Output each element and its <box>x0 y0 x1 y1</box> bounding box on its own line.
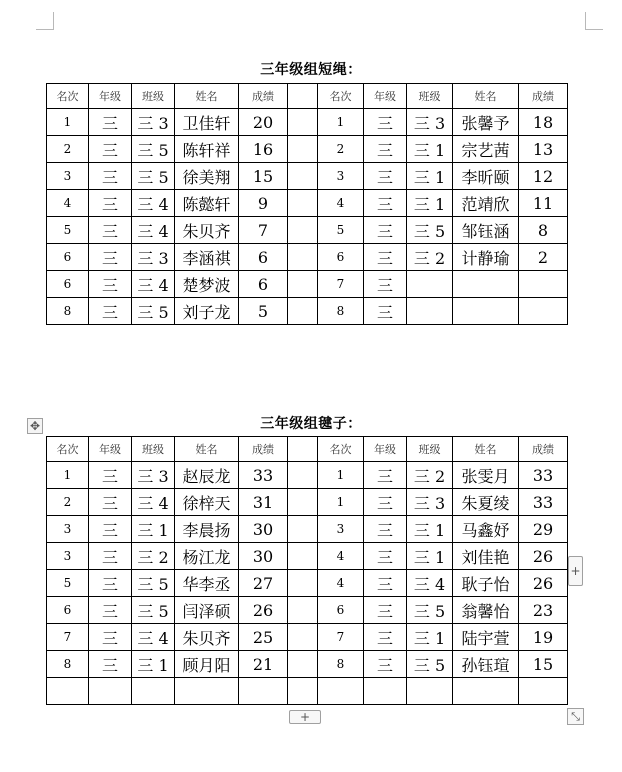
left-score-cell: 21 <box>239 651 288 678</box>
spacer-cell <box>288 570 318 597</box>
left-name-cell: 顾月阳 <box>175 651 239 678</box>
left-rank-cell <box>47 678 89 705</box>
spacer-cell <box>288 84 318 109</box>
table-header-row <box>47 437 568 462</box>
right-score-cell: 8 <box>519 217 568 244</box>
right-grade-cell: 三 <box>364 651 407 678</box>
left-class-cell: 三 2 <box>132 543 175 570</box>
right-score-cell: 33 <box>519 489 568 516</box>
right-rank-cell: 3 <box>318 163 364 190</box>
spacer-cell <box>288 543 318 570</box>
right-grade-cell: 三 <box>364 570 407 597</box>
spacer-cell <box>288 136 318 163</box>
table-row <box>47 624 568 651</box>
header-class: 班级 <box>132 84 175 109</box>
right-class-cell: 三 5 <box>407 217 453 244</box>
right-name-cell: 翁馨怡 <box>453 597 519 624</box>
left-score-cell: 33 <box>239 462 288 489</box>
right-rank-cell: 5 <box>318 217 364 244</box>
shuttlecock-results-table <box>46 436 568 705</box>
table-row <box>47 244 568 271</box>
left-name-cell <box>175 678 239 705</box>
table-row <box>47 597 568 624</box>
header-rank: 名次 <box>47 437 89 462</box>
left-name-cell: 楚梦波 <box>175 271 239 298</box>
header-name: 姓名 <box>453 84 519 109</box>
right-name-cell: 耿子怡 <box>453 570 519 597</box>
spacer-cell <box>288 489 318 516</box>
right-name-cell: 朱夏绫 <box>453 489 519 516</box>
table-row <box>47 136 568 163</box>
table-row <box>47 651 568 678</box>
left-grade-cell: 三 <box>89 217 132 244</box>
left-score-cell: 7 <box>239 217 288 244</box>
right-class-cell: 三 2 <box>407 462 453 489</box>
left-grade-cell: 三 <box>89 190 132 217</box>
left-name-cell: 徐梓天 <box>175 489 239 516</box>
header-class: 班级 <box>407 437 453 462</box>
right-rank-cell: 7 <box>318 271 364 298</box>
left-class-cell: 三 5 <box>132 570 175 597</box>
left-grade-cell: 三 <box>89 489 132 516</box>
spacer-cell <box>288 651 318 678</box>
right-grade-cell: 三 <box>364 597 407 624</box>
add-column-button[interactable]: + <box>568 556 583 586</box>
left-grade-cell: 三 <box>89 136 132 163</box>
right-grade-cell: 三 <box>364 489 407 516</box>
left-name-cell: 赵辰龙 <box>175 462 239 489</box>
left-class-cell: 三 4 <box>132 624 175 651</box>
left-rank-cell: 6 <box>47 271 89 298</box>
left-grade-cell: 三 <box>89 298 132 325</box>
table-row <box>47 298 568 325</box>
left-name-cell: 李涵祺 <box>175 244 239 271</box>
right-class-cell: 三 1 <box>407 163 453 190</box>
page-corner-mark-top-left <box>36 12 54 30</box>
right-rank-cell <box>318 678 364 705</box>
spacer-cell <box>288 244 318 271</box>
spacer-cell <box>288 163 318 190</box>
left-score-cell: 26 <box>239 597 288 624</box>
left-class-cell: 三 1 <box>132 651 175 678</box>
left-name-cell: 徐美翔 <box>175 163 239 190</box>
table-move-handle-icon[interactable]: ✥ <box>27 418 43 434</box>
table-row <box>47 109 568 136</box>
right-rank-cell: 1 <box>318 489 364 516</box>
right-rank-cell: 3 <box>318 516 364 543</box>
right-rank-cell: 4 <box>318 543 364 570</box>
right-rank-cell: 8 <box>318 298 364 325</box>
rope-table-title: 三年级组短绳： <box>260 62 362 78</box>
table-row <box>47 163 568 190</box>
right-class-cell: 三 2 <box>407 244 453 271</box>
header-grade: 年级 <box>364 437 407 462</box>
table-row <box>47 190 568 217</box>
left-score-cell: 31 <box>239 489 288 516</box>
right-name-cell: 宗艺茜 <box>453 136 519 163</box>
right-score-cell <box>519 298 568 325</box>
table-resize-handle-icon[interactable]: ⤡ <box>567 708 584 725</box>
add-row-button[interactable]: + <box>289 710 321 724</box>
right-rank-cell: 6 <box>318 244 364 271</box>
left-class-cell: 三 4 <box>132 489 175 516</box>
left-grade-cell <box>89 678 132 705</box>
right-score-cell: 26 <box>519 543 568 570</box>
spacer-cell <box>288 271 318 298</box>
right-grade-cell: 三 <box>364 624 407 651</box>
right-name-cell: 邹钰涵 <box>453 217 519 244</box>
table-row <box>47 570 568 597</box>
right-grade-cell: 三 <box>364 163 407 190</box>
left-rank-cell: 2 <box>47 136 89 163</box>
page-corner-mark-top-right <box>585 12 603 30</box>
right-class-cell: 三 1 <box>407 624 453 651</box>
left-class-cell: 三 4 <box>132 217 175 244</box>
right-score-cell: 12 <box>519 163 568 190</box>
right-grade-cell: 三 <box>364 190 407 217</box>
left-rank-cell: 6 <box>47 597 89 624</box>
left-grade-cell: 三 <box>89 624 132 651</box>
right-rank-cell: 4 <box>318 190 364 217</box>
left-rank-cell: 4 <box>47 190 89 217</box>
left-grade-cell: 三 <box>89 462 132 489</box>
right-class-cell: 三 3 <box>407 489 453 516</box>
header-score: 成绩 <box>239 84 288 109</box>
right-score-cell: 15 <box>519 651 568 678</box>
left-grade-cell: 三 <box>89 244 132 271</box>
left-rank-cell: 7 <box>47 624 89 651</box>
rope-results-table <box>46 83 568 325</box>
left-rank-cell: 3 <box>47 543 89 570</box>
table-row <box>47 217 568 244</box>
right-score-cell: 23 <box>519 597 568 624</box>
left-name-cell: 李晨扬 <box>175 516 239 543</box>
right-grade-cell: 三 <box>364 217 407 244</box>
left-class-cell: 三 5 <box>132 298 175 325</box>
spacer-cell <box>288 624 318 651</box>
left-class-cell: 三 5 <box>132 597 175 624</box>
right-grade-cell <box>364 678 407 705</box>
right-class-cell: 三 1 <box>407 543 453 570</box>
left-name-cell: 朱贝齐 <box>175 624 239 651</box>
left-name-cell: 陈懿轩 <box>175 190 239 217</box>
header-rank: 名次 <box>47 84 89 109</box>
left-score-cell: 15 <box>239 163 288 190</box>
header-score: 成绩 <box>519 437 568 462</box>
left-score-cell: 6 <box>239 244 288 271</box>
right-rank-cell: 6 <box>318 597 364 624</box>
header-rank: 名次 <box>318 84 364 109</box>
left-grade-cell: 三 <box>89 163 132 190</box>
left-rank-cell: 1 <box>47 462 89 489</box>
right-score-cell: 11 <box>519 190 568 217</box>
left-rank-cell: 8 <box>47 651 89 678</box>
right-grade-cell: 三 <box>364 298 407 325</box>
left-rank-cell: 3 <box>47 516 89 543</box>
right-grade-cell: 三 <box>364 462 407 489</box>
right-class-cell <box>407 271 453 298</box>
left-rank-cell: 1 <box>47 109 89 136</box>
right-name-cell: 张馨予 <box>453 109 519 136</box>
left-grade-cell: 三 <box>89 651 132 678</box>
right-score-cell: 26 <box>519 570 568 597</box>
right-name-cell: 张雯月 <box>453 462 519 489</box>
header-class: 班级 <box>407 84 453 109</box>
right-grade-cell: 三 <box>364 244 407 271</box>
right-class-cell <box>407 678 453 705</box>
right-rank-cell: 4 <box>318 570 364 597</box>
header-grade: 年级 <box>89 84 132 109</box>
left-score-cell <box>239 678 288 705</box>
right-class-cell: 三 5 <box>407 651 453 678</box>
right-score-cell: 2 <box>519 244 568 271</box>
left-rank-cell: 2 <box>47 489 89 516</box>
header-name: 姓名 <box>453 437 519 462</box>
left-grade-cell: 三 <box>89 597 132 624</box>
right-class-cell: 三 1 <box>407 136 453 163</box>
header-grade: 年级 <box>89 437 132 462</box>
right-name-cell <box>453 271 519 298</box>
left-class-cell: 三 3 <box>132 244 175 271</box>
left-name-cell: 卫佳轩 <box>175 109 239 136</box>
left-score-cell: 30 <box>239 543 288 570</box>
left-grade-cell: 三 <box>89 570 132 597</box>
left-class-cell: 三 3 <box>132 109 175 136</box>
left-score-cell: 16 <box>239 136 288 163</box>
right-name-cell: 李昕颐 <box>453 163 519 190</box>
left-rank-cell: 8 <box>47 298 89 325</box>
header-name: 姓名 <box>175 84 239 109</box>
right-rank-cell: 2 <box>318 136 364 163</box>
right-class-cell <box>407 298 453 325</box>
left-class-cell <box>132 678 175 705</box>
header-class: 班级 <box>132 437 175 462</box>
shuttlecock-table-title: 三年级组毽子： <box>260 416 362 432</box>
right-grade-cell: 三 <box>364 136 407 163</box>
header-rank: 名次 <box>318 437 364 462</box>
left-name-cell: 陈轩祥 <box>175 136 239 163</box>
right-class-cell: 三 1 <box>407 516 453 543</box>
left-score-cell: 6 <box>239 271 288 298</box>
left-class-cell: 三 5 <box>132 163 175 190</box>
left-class-cell: 三 1 <box>132 516 175 543</box>
left-score-cell: 5 <box>239 298 288 325</box>
right-score-cell: 33 <box>519 462 568 489</box>
left-grade-cell: 三 <box>89 516 132 543</box>
table-row <box>47 489 568 516</box>
table-row <box>47 543 568 570</box>
left-class-cell: 三 4 <box>132 190 175 217</box>
right-name-cell: 马鑫妤 <box>453 516 519 543</box>
header-grade: 年级 <box>364 84 407 109</box>
spacer-cell <box>288 217 318 244</box>
table-row <box>47 678 568 705</box>
right-score-cell <box>519 271 568 298</box>
header-score: 成绩 <box>239 437 288 462</box>
right-rank-cell: 7 <box>318 624 364 651</box>
right-name-cell: 刘佳艳 <box>453 543 519 570</box>
left-rank-cell: 6 <box>47 244 89 271</box>
left-grade-cell: 三 <box>89 543 132 570</box>
right-class-cell: 三 3 <box>407 109 453 136</box>
spacer-cell <box>288 298 318 325</box>
right-grade-cell: 三 <box>364 109 407 136</box>
header-score: 成绩 <box>519 84 568 109</box>
left-score-cell: 30 <box>239 516 288 543</box>
left-score-cell: 27 <box>239 570 288 597</box>
table-row <box>47 516 568 543</box>
table-row <box>47 462 568 489</box>
left-score-cell: 9 <box>239 190 288 217</box>
right-name-cell: 范靖欣 <box>453 190 519 217</box>
left-rank-cell: 5 <box>47 570 89 597</box>
spacer-cell <box>288 516 318 543</box>
right-grade-cell: 三 <box>364 271 407 298</box>
spacer-cell <box>288 437 318 462</box>
left-name-cell: 朱贝齐 <box>175 217 239 244</box>
right-class-cell: 三 4 <box>407 570 453 597</box>
right-rank-cell: 8 <box>318 651 364 678</box>
left-score-cell: 20 <box>239 109 288 136</box>
spacer-cell <box>288 190 318 217</box>
right-class-cell: 三 1 <box>407 190 453 217</box>
right-score-cell: 19 <box>519 624 568 651</box>
right-score-cell: 29 <box>519 516 568 543</box>
spacer-cell <box>288 597 318 624</box>
left-class-cell: 三 3 <box>132 462 175 489</box>
right-grade-cell: 三 <box>364 543 407 570</box>
left-class-cell: 三 5 <box>132 136 175 163</box>
left-name-cell: 闫泽硕 <box>175 597 239 624</box>
right-name-cell: 孙钰瑄 <box>453 651 519 678</box>
left-name-cell: 刘子龙 <box>175 298 239 325</box>
right-rank-cell: 1 <box>318 109 364 136</box>
spacer-cell <box>288 109 318 136</box>
left-grade-cell: 三 <box>89 271 132 298</box>
right-rank-cell: 1 <box>318 462 364 489</box>
left-class-cell: 三 4 <box>132 271 175 298</box>
table-row <box>47 271 568 298</box>
left-score-cell: 25 <box>239 624 288 651</box>
left-rank-cell: 3 <box>47 163 89 190</box>
spacer-cell <box>288 462 318 489</box>
right-score-cell <box>519 678 568 705</box>
right-grade-cell: 三 <box>364 516 407 543</box>
left-name-cell: 华李丞 <box>175 570 239 597</box>
right-score-cell: 18 <box>519 109 568 136</box>
right-name-cell: 计静瑜 <box>453 244 519 271</box>
header-name: 姓名 <box>175 437 239 462</box>
left-name-cell: 杨江龙 <box>175 543 239 570</box>
right-name-cell <box>453 678 519 705</box>
right-score-cell: 13 <box>519 136 568 163</box>
right-name-cell <box>453 298 519 325</box>
table-header-row <box>47 84 568 109</box>
right-name-cell: 陆宇萱 <box>453 624 519 651</box>
spacer-cell <box>288 678 318 705</box>
right-class-cell: 三 5 <box>407 597 453 624</box>
left-grade-cell: 三 <box>89 109 132 136</box>
left-rank-cell: 5 <box>47 217 89 244</box>
